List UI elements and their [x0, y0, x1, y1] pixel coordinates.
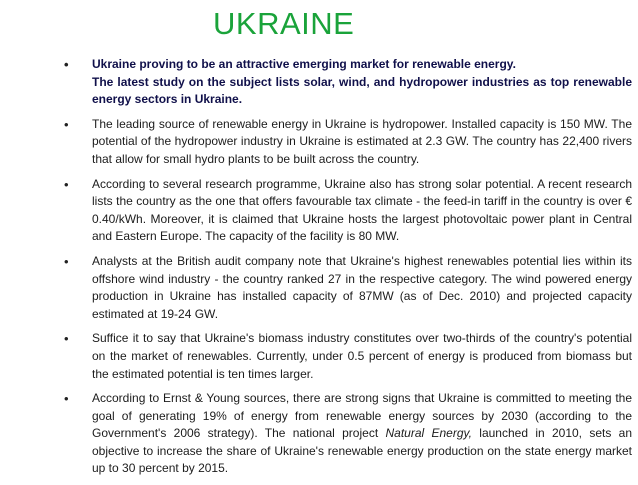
bullet-text: Analysts at the British audit company note that Ukraine's highest renewables potential lies within its offshore wind industry - the country ranked 27 in the respective category. The wind powered energy production in Ukraine has installed capacity of 87MW (as of Dec. 2010) and projected capacity estimated at 19-24 GW.	[92, 253, 632, 321]
bullet-text-part: launched in 2010, sets an objective to increase the share of Ukraine's renewable energy production on the state energy market up to 30 percent by 2015.	[92, 426, 633, 476]
bullet-text-sectors: The latest study on the subject lists solar, wind, and hydropower industries as top renewable energy sectors in Ukraine.	[92, 74, 632, 107]
bullet-item-solar	[64, 176, 632, 246]
bullet-list	[64, 56, 632, 485]
bullet-item-ernst-young	[64, 390, 632, 478]
bullet-text: Suffice it to say that Ukraine's biomass industry constitutes over two-thirds of the country's potential on the market of renewables. Currently, under 0.5 percent of energy is produced from biomass but the estimated potential is ten times larger.	[92, 331, 632, 381]
bullet-icon: •	[64, 176, 69, 192]
slide-title: UKRAINE	[213, 6, 355, 41]
bullet-icon: •	[64, 391, 69, 407]
bullet-icon: •	[64, 116, 69, 132]
bullet-text: The leading source of renewable energy in Ukraine is hydropower. Installed capacity is 150 MW. The potential of the hydropower industry in Ukraine is estimated at 2.3 GW. The country has 22,400 rivers that allow for small hydro plants to be built across the country.	[92, 116, 632, 166]
bullet-icon: •	[64, 331, 69, 347]
bullet-item-biomass	[64, 330, 632, 383]
bullet-item-market	[64, 56, 632, 109]
bullet-text: According to several research programme, Ukraine also has strong solar potential. A recent research lists the country as the one that offers favourable tax climate - the feed-in tariff in the country is over € 0.40/kWh. Moreover, it is claimed that Ukraine hosts the largest photovoltaic power plant in Central and Eastern Europe. The capacity of the facility is 80 MW.	[92, 176, 632, 244]
bullet-item-hydropower	[64, 116, 632, 169]
bullet-text	[92, 390, 632, 478]
bullet-text-headline: Ukraine proving to be an attractive emerging market for renewable energy.	[92, 57, 516, 71]
bullet-item-wind	[64, 253, 632, 323]
bullet-text-part: According to Ernst & Young sources, there are strong signs that Ukraine is committed to meeting the goal of generating 19% of energy from renewable energy sources by 2030 (according to the Government's 2006 strategy). The national project	[92, 391, 632, 441]
project-name: Natural Energy,	[385, 426, 472, 441]
bullet-icon: •	[64, 253, 69, 269]
bullet-icon: •	[64, 57, 69, 72]
